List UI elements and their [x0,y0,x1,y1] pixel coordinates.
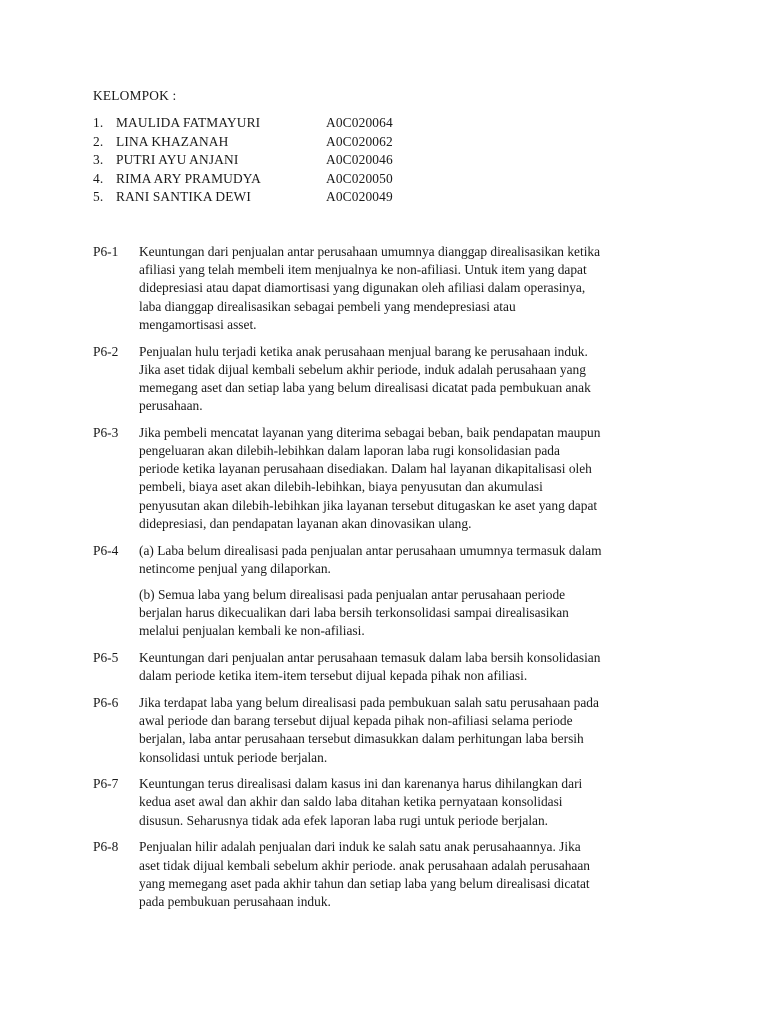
answer-item [93,343,683,416]
answer-item [93,649,683,685]
member-id: A0C020062 [326,133,393,149]
answer-paragraph [139,775,675,830]
answer-list [93,243,683,920]
answer-item [93,775,683,830]
text-line: didepresiasi, dan pendapatan layanan akan dinovasikan ulang. [139,515,472,531]
text-line: Jika pembeli mencatat layanan yang diterima sebagai beban, baik pendapatan maupun [139,424,601,440]
answer-body [139,649,675,685]
text-line: (b) Semua laba yang belum direalisasi pada penjualan antar perusahaan periode [139,586,566,602]
member-row [93,114,433,133]
text-line: aset tidak dijual kembali sebelum akhir periode. anak perusahaan adalah perusahaan [139,857,591,873]
text-line: Keuntungan dari penjualan antar perusahaan umumnya dianggap direalisasikan ketika [139,244,601,259]
answer-body [139,775,675,830]
question-code: P6-2 [93,343,119,359]
text-line: Jika aset tidak dijual kembali sebelum akhir periode, induk adalah perusahaan yang [139,361,586,377]
answer-body [139,542,675,641]
member-id: A0C020064 [326,115,393,130]
text-line: Keuntungan dari penjualan antar perusahaan temasuk dalam laba bersih konsolidasian [139,650,601,666]
text-line: melalui penjualan kembali ke non-afiliasi. [139,623,365,639]
answer-item [93,838,683,911]
text-line: Penjualan hulu terjadi ketika anak perusahaan menjual barang ke perusahaan induk. [139,343,588,359]
member-name: PUTRI AYU ANJANI [116,152,239,167]
text-line: kedua aset awal dan akhir dan saldo laba ditahan ketika pernyataan konsolidasi [139,794,563,810]
text-line: yang memegang aset pada akhir tahun dan setiap laba yang belum direalisasi dicatat [139,875,590,891]
member-row [93,170,433,189]
answer-item [93,694,683,767]
member-list [93,114,433,207]
text-line: pembeli, biaya aset akan dilebih-lebihkan, biaya penyusutan dan akumulasi [139,479,543,495]
member-number: 3. [93,152,104,167]
member-id: A0C020049 [326,189,393,204]
answer-item [93,542,683,641]
text-line: awal periode dan barang tersebut dijual kepada pihak non-afiliasi selama periode [139,713,573,729]
answer-paragraph [139,586,675,641]
member-row [93,151,433,170]
text-line: pada pembukuan perusahaan induk. [139,894,331,909]
text-line: Keuntungan terus direalisasi dalam kasus ini dan karenanya harus dihilangkan dari [139,776,583,792]
member-name: LINA KHAZANAH [116,133,229,149]
answer-paragraph [139,694,675,767]
text-line: perusahaan. [139,398,203,414]
answer-body [139,343,675,416]
text-line: konsolidasi untuk periode berjalan. [139,749,328,765]
member-number: 4. [93,170,104,186]
answer-paragraph [139,243,675,334]
question-code: P6-8 [93,839,119,855]
member-id: A0C020050 [326,170,393,186]
text-line: afiliasi yang telah membeli item menjualnya ke non-afiliasi. Untuk item yang dapat [139,262,587,278]
text-line: Penjualan hilir adalah penjualan dari induk ke salah satu anak perusahaannya. Jika [139,839,581,855]
member-number: 5. [93,189,104,204]
answer-paragraph [139,343,675,416]
question-code: P6-7 [93,776,119,792]
text-line: Jika terdapat laba yang belum direalisasi pada pembukuan salah satu perusahaan pada [139,694,599,710]
answer-body [139,838,675,911]
text-line: disusun. Seharusnya tidak ada efek laporan laba rugi untuk periode berjalan. [139,812,549,828]
question-code: P6-3 [93,424,119,440]
text-line: periode ketika layanan perusahaan disediakan. Dalam hal layanan dikapitalisasi oleh [139,461,592,477]
member-number: 2. [93,133,104,149]
member-number: 1. [93,115,104,130]
text-line: memegang aset dan setiap laba yang belum direalisasi dicatat pada pembukuan anak [139,379,591,395]
text-line: mengamortisasi asset. [139,316,257,332]
text-line: dalam periode ketika item-item tersebut dijual kepada pihak non afiliasi. [139,668,528,684]
question-code: P6-1 [93,244,119,259]
answer-body [139,424,675,533]
text-line: berjalan harus dikecualikan dari laba bersih terkonsolidasi sampai direalisasikan [139,605,569,621]
answer-paragraph [139,649,675,685]
member-row [93,133,433,152]
answer-item [93,243,683,334]
text-line: (a) Laba belum direalisasi pada penjualan antar perusahaan umumnya termasuk dalam [139,542,602,558]
answer-item [93,424,683,533]
answer-paragraph [139,542,675,578]
text-line: pengeluaran akan dilebih-lebihkan dalam laporan laba rugi konsolidasian pada [139,443,560,459]
text-line: berjalan, laba antar perusahaan tersebut dimasukkan dalam perhitungan laba bersih [139,731,584,747]
member-id: A0C020046 [326,152,393,167]
member-row [93,188,433,207]
text-line: netincome penjual yang dilaporkan. [139,560,331,576]
member-name: MAULIDA FATMAYURI [116,115,261,130]
answer-paragraph [139,424,675,533]
text-line: laba dianggap direalisasikan sebagai pembeli yang mendepresiasi atau [139,298,516,314]
answer-paragraph [139,838,675,911]
text-line: penyusutan akan dilebih-lebihkan jika layanan tersebut ditugaskan ke aset yang dapat [139,497,598,513]
question-code: P6-5 [93,650,119,666]
text-line: didepresiasi atau dapat diamortisasi yang digunakan oleh afiliasi dalam operasinya, [139,280,586,296]
group-heading: KELOMPOK : [93,88,177,103]
member-name: RANI SANTIKA DEWI [116,189,251,204]
question-code: P6-6 [93,694,119,710]
answer-body [139,243,675,334]
answer-body [139,694,675,767]
question-code: P6-4 [93,542,119,558]
member-name: RIMA ARY PRAMUDYA [116,170,261,186]
